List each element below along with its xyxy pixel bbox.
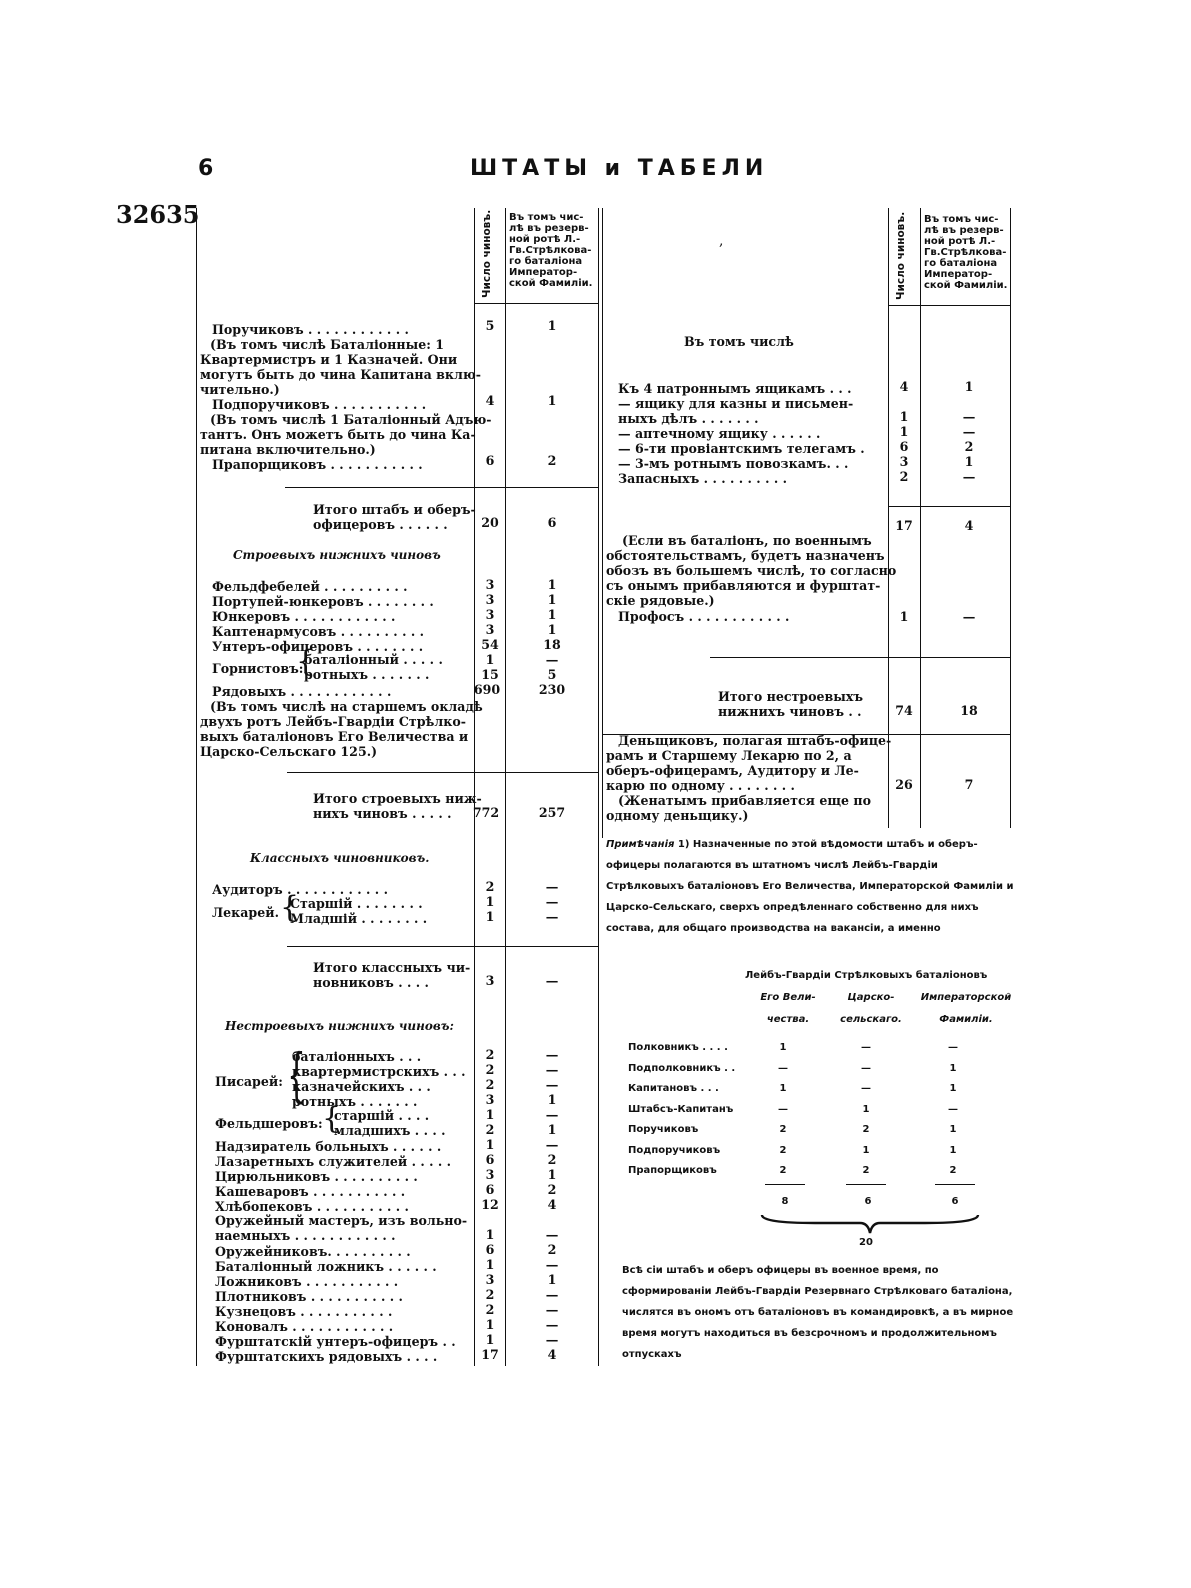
subtable-cell: 2: [779, 1144, 787, 1156]
row-label: — ящику для казны и письмен-: [618, 396, 854, 411]
row-label: Коновалъ . . . . . . . . . . . .: [215, 1319, 394, 1334]
subtable-cell: —: [948, 1103, 958, 1115]
row-count: 2: [485, 1287, 495, 1302]
row-reserve: 4: [547, 1347, 557, 1362]
row-count: 54: [481, 637, 499, 652]
subtable-cell: —: [861, 1042, 871, 1053]
subtable-cell: 1: [949, 1062, 957, 1074]
row-label: Юнкеровъ . . . . . . . . . . . .: [212, 609, 396, 624]
subtable-row-label: Полковникъ . . . .: [628, 1042, 728, 1053]
auditor-label: Аудиторъ . . . . . . . . . . . .: [212, 882, 388, 897]
nestroevye-heading: Нестроевыхъ нижнихъ чиновъ:: [225, 1019, 454, 1033]
page-number: 6: [198, 156, 214, 181]
subtable-cell: 1: [949, 1083, 957, 1094]
row-label: Фурштатскій унтеръ-офицеръ . .: [215, 1334, 456, 1349]
row-reserve: —: [545, 1332, 559, 1347]
row-count: 3: [485, 622, 495, 637]
subtable-cell: 2: [779, 1165, 787, 1176]
row-count: 1: [485, 1137, 495, 1152]
row-reserve: —: [545, 1302, 559, 1317]
row-reserve: 1: [547, 577, 557, 592]
row-label: ныхъ дѣлъ . . . . . . .: [618, 411, 759, 426]
row-count: 6: [485, 1152, 495, 1167]
row-reserve: —: [545, 1287, 559, 1302]
row-reserve: 1: [964, 379, 974, 394]
count-header: Число чиновъ.: [481, 209, 493, 298]
total-officers-label: Итого штабъ и оберъ-: [313, 502, 476, 517]
row-label: Унтеръ-офицеровъ . . . . . . . .: [212, 639, 424, 654]
row-reserve: 2: [547, 1242, 557, 1257]
subtable-total: 8: [781, 1196, 789, 1207]
row-reserve: —: [962, 424, 976, 439]
subtable-cell: 2: [862, 1124, 870, 1135]
subtable-cell: 1: [949, 1124, 957, 1135]
row-count: 3: [899, 454, 909, 469]
row-reserve: —: [545, 1257, 559, 1272]
row-reserve: —: [962, 409, 976, 424]
row-label: Ложниковъ . . . . . . . . . . .: [215, 1274, 399, 1289]
row-count: 1: [485, 1332, 495, 1347]
row-reserve: 1: [547, 622, 557, 637]
page-title: ШТАТЫ и ТАБЕЛИ: [470, 156, 769, 181]
row-label: Портупей-юнкеровъ . . . . . . . .: [212, 594, 434, 609]
reserve-header-right: Въ томъ чис- лѣ въ резерв- ной ротѣ Л.- Гв.Стрѣлкова- го баталіона Император- ской Фамиліи.: [924, 214, 1008, 291]
row-count: 2: [899, 469, 909, 484]
profos-label: Профосъ . . . . . . . . . . . .: [618, 609, 790, 624]
row-count: 3: [485, 592, 495, 607]
subtable-grand-total: 20: [859, 1237, 873, 1248]
row-label: Цирюльниковъ . . . . . . . . . .: [215, 1169, 418, 1184]
row-reserve: 2: [964, 439, 974, 454]
row-count: 3: [485, 1167, 495, 1182]
row-reserve: 4: [547, 1197, 557, 1212]
row-label: — 3-мъ ротнымъ повозкамъ. . .: [618, 456, 849, 471]
row-label: Къ 4 патроннымъ ящикамъ . . .: [618, 381, 852, 396]
subtable-cell: 1: [862, 1103, 870, 1115]
row-reserve: 1: [547, 1272, 557, 1287]
row-label: Кузнецовъ . . . . . . . . . . .: [215, 1304, 393, 1319]
total-stroevye-count: 772: [472, 805, 500, 820]
row-label: Плотниковъ . . . . . . . . . . .: [215, 1289, 403, 1304]
boxes-sum-count: 17: [895, 518, 913, 533]
row-reserve: 18: [543, 637, 561, 652]
row-count: 12: [481, 1197, 499, 1212]
count-header-right: Число чиновъ.: [895, 211, 907, 300]
row-reserve: —: [545, 1137, 559, 1152]
row-count: 2: [485, 1302, 495, 1317]
row-label: — аптечному ящику . . . . . .: [618, 426, 821, 441]
subtable-cell: 2: [949, 1165, 957, 1176]
row-reserve: —: [545, 1317, 559, 1332]
row-label: Кашеваровъ . . . . . . . . . . .: [215, 1184, 406, 1199]
subtable-row-label: Прапорщиковъ: [628, 1165, 717, 1176]
row-count: 1: [899, 424, 909, 439]
row-count: 1: [485, 1317, 495, 1332]
subtable-row-label: Поручиковъ: [628, 1124, 699, 1135]
row-count: 1: [485, 1257, 495, 1272]
row-reserve: 1: [547, 1167, 557, 1182]
total-nestroevye-label: Итого нестроевыхъ: [718, 689, 864, 704]
row-label: Запасныхъ . . . . . . . . . .: [618, 471, 787, 486]
total-officers-count: 20: [481, 515, 499, 530]
stroevye-heading: Строевыхъ нижнихъ чиновъ: [233, 548, 441, 562]
subtable-cell: 1: [779, 1042, 787, 1053]
row-label: Лазаретныхъ служителей . . . . .: [215, 1154, 452, 1169]
row-reserve: 2: [547, 1152, 557, 1167]
row-reserve: 1: [964, 454, 974, 469]
brace-shape: [760, 1213, 980, 1235]
row-label: Надзиратель больныхъ . . . . . .: [215, 1139, 442, 1154]
subtable-cell: 1: [949, 1144, 957, 1156]
oruzh-master-label: Оружейный мастеръ, изъ вольно-: [215, 1213, 468, 1228]
row-reserve: 1: [547, 592, 557, 607]
subtable-row-label: Подполковникъ . .: [628, 1062, 736, 1074]
subtable-row-label: Подпоручиковъ: [628, 1144, 721, 1156]
subtable-cell: —: [948, 1042, 958, 1053]
reserve-header: Въ томъ чис- лѣ въ резерв- ной ротѣ Л.- Гв.Стрѣлкова- го баталіона Император- ской Фамиліи.: [509, 212, 593, 289]
row-count: 3: [485, 607, 495, 622]
row-count: 6: [485, 1182, 495, 1197]
row-count: 17: [481, 1347, 499, 1362]
final-note: Всѣ сіи штабъ и оберъ офицеры въ военное время, по сформированіи Лейбъ-Гвардіи Резервнаго Стрѣлковаго баталіона, числятся въ ономъ отъ баталіоновъ въ командировкѣ, а въ мирное время могутъ находиться въ безсрочномъ и продолжительномъ отпускахъ: [622, 1265, 1014, 1360]
row-label: Фурштатскихъ рядовыхъ . . . .: [215, 1349, 438, 1364]
row-count: 4: [899, 379, 909, 394]
inventory-stamp: 32635: [116, 200, 200, 229]
row-count: 6: [899, 439, 909, 454]
subtable-cell: 1: [862, 1144, 870, 1156]
subtable-row-label: Штабсъ-Капитанъ: [628, 1103, 734, 1115]
row-label: Оружейниковъ. . . . . . . . . .: [215, 1244, 411, 1259]
subtable-cell: —: [861, 1083, 871, 1094]
row-count: 1: [899, 409, 909, 424]
subtable-row-label: Капитановъ . . .: [628, 1083, 719, 1094]
row-label: — 6-ти провіантскимъ телегамъ .: [618, 441, 865, 456]
row-label: Баталіонный ложникъ . . . . . .: [215, 1259, 437, 1274]
klassnye-heading: Классныхъ чиновниковъ.: [250, 851, 430, 865]
subtable-cell: —: [861, 1062, 871, 1074]
row-label: Хлѣбопековъ . . . . . . . . . . .: [215, 1199, 409, 1214]
subtable-cell: —: [778, 1103, 788, 1115]
subtable-title: Лейбъ-Гвардіи Стрѣлковыхъ баталіоновъ: [745, 970, 988, 981]
total-klassnye-label: Итого классныхъ чи-: [313, 960, 471, 975]
row-label: Каптенармусовъ . . . . . . . . . .: [212, 624, 425, 639]
subtable-cell: 2: [862, 1165, 870, 1176]
v-tom-chisle: Въ томъ числѣ: [684, 334, 794, 349]
note-paragraph: Примѣчанія 1) Назначенные по этой вѣдомости штабъ и оберъ-офицеры полагаются въ штатномъ числѣ Лейбъ-Гвардіи Стрѣлковыхъ баталіоновъ Его Величества, Императорской Фамиліи и Царско-Сельскаго, сверхъ опредѣленнаго собственно для нихъ состава, для общаго производства на вакансіи, а именно: [606, 839, 1014, 934]
row-reserve: 2: [547, 1182, 557, 1197]
row-count: 3: [485, 1272, 495, 1287]
subtable-cell: 1: [779, 1083, 787, 1094]
total-stroevye-label: Итого строевыхъ ниж-: [313, 791, 482, 806]
row-reserve: 1: [547, 607, 557, 622]
ryadovye-label: Рядовыхъ . . . . . . . . . . . .: [212, 684, 392, 699]
row-count: 3: [485, 577, 495, 592]
row-count: 6: [485, 1242, 495, 1257]
subtable-cell: —: [778, 1062, 788, 1074]
row-label: Фельдфебелей . . . . . . . . . .: [212, 579, 408, 594]
subtable-cell: 2: [779, 1124, 787, 1135]
row-reserve: —: [962, 469, 976, 484]
